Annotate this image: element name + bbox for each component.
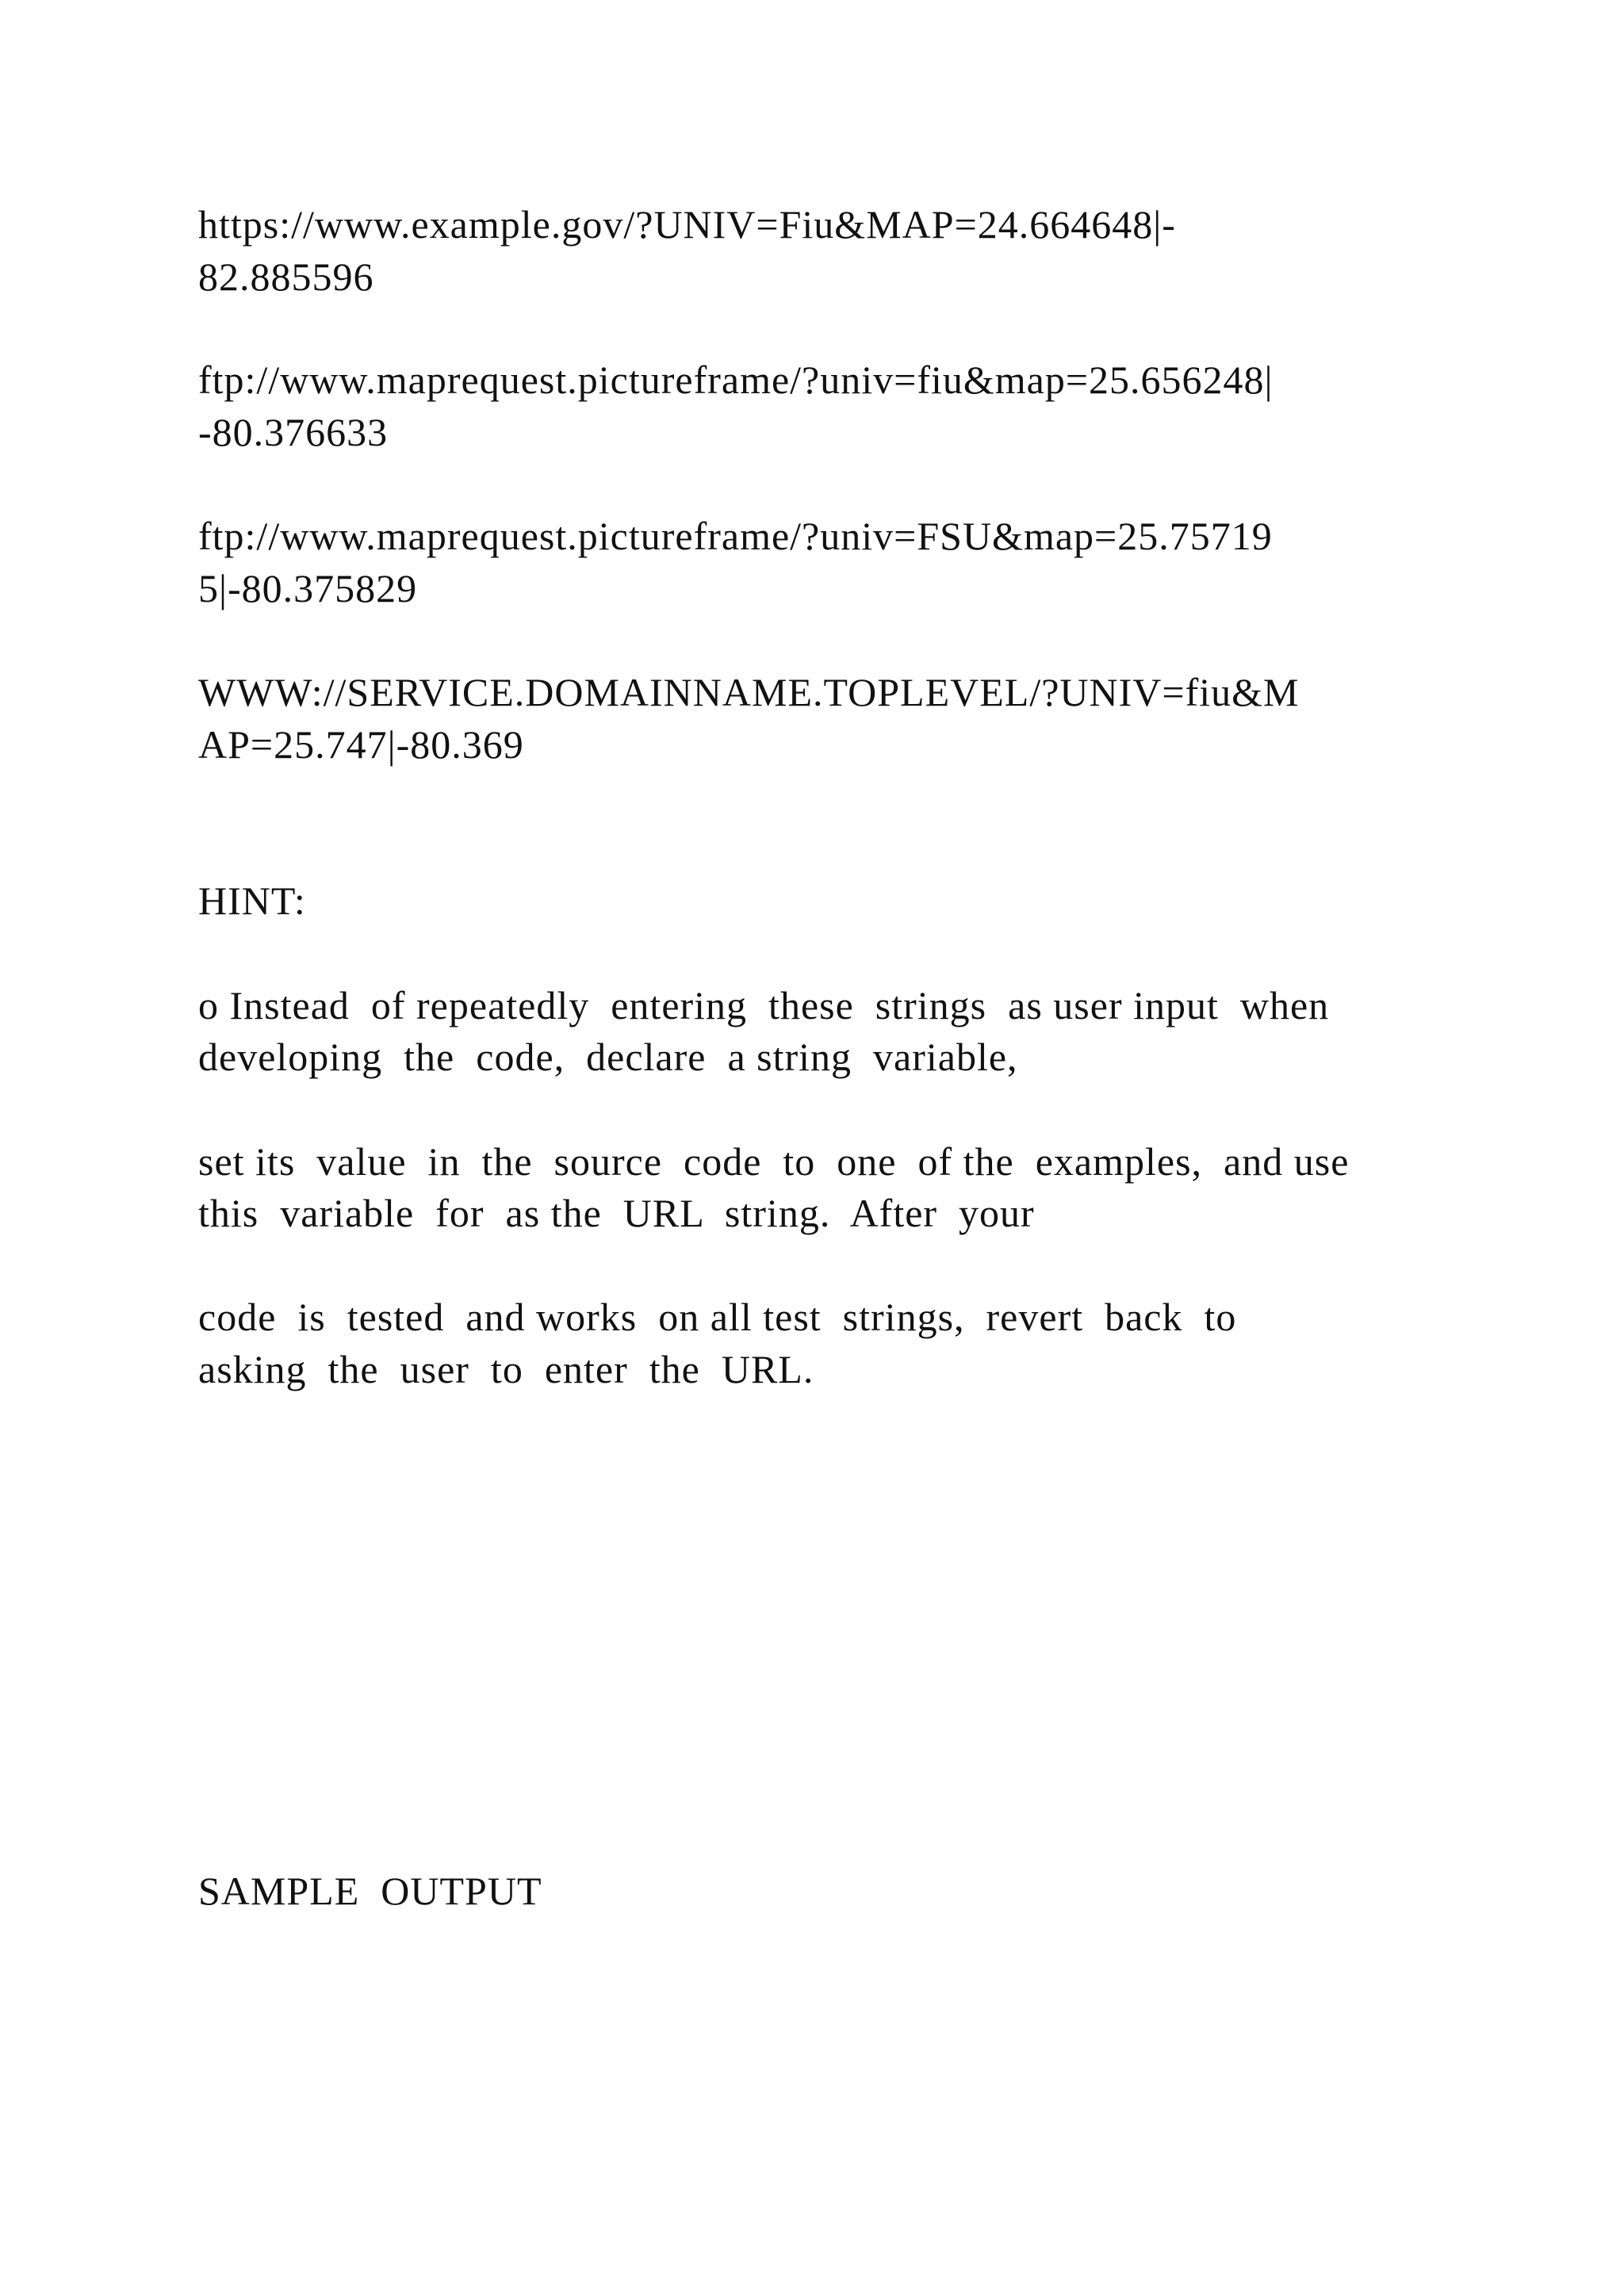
hint-paragraph-1-line-2: developing the code, declare a string variable,: [198, 1035, 1018, 1079]
url-4-line-1: WWW://SERVICE.DOMAINNAME.TOPLEVEL/?UNIV=fiu&M: [198, 670, 1300, 714]
hint-paragraph-3-line-2: asking the user to enter the URL.: [198, 1347, 814, 1391]
hint-heading: HINT:: [198, 878, 306, 923]
hint-paragraph-2-line-1: set its value in the source code to one of the examples, and use: [198, 1139, 1350, 1184]
hint-paragraph-3-line-1: code is tested and works on all test strings, revert back to: [198, 1295, 1237, 1339]
url-3-line-1: ftp://www.maprequest.pictureframe/?univ=FSU&map=25.75719: [198, 514, 1273, 558]
hint-paragraph-1-line-1: o Instead of repeatedly entering these strings as user input when: [198, 983, 1330, 1027]
url-4-line-2: AP=25.747|-80.369: [198, 722, 524, 767]
url-2-line-1: ftp://www.maprequest.pictureframe/?univ=fiu&map=25.656248|: [198, 358, 1274, 402]
url-2-line-2: -80.376633: [198, 410, 389, 454]
url-1-line-1: https://www.example.gov/?UNIV=Fiu&MAP=24.664648|-: [198, 202, 1176, 247]
hint-paragraph-2-line-2: this variable for as the URL string. After your: [198, 1191, 1035, 1235]
sample-output-heading: SAMPLE OUTPUT: [198, 1869, 542, 1913]
url-3-line-2: 5|-80.375829: [198, 566, 418, 610]
url-1-line-2: 82.885596: [198, 254, 374, 299]
